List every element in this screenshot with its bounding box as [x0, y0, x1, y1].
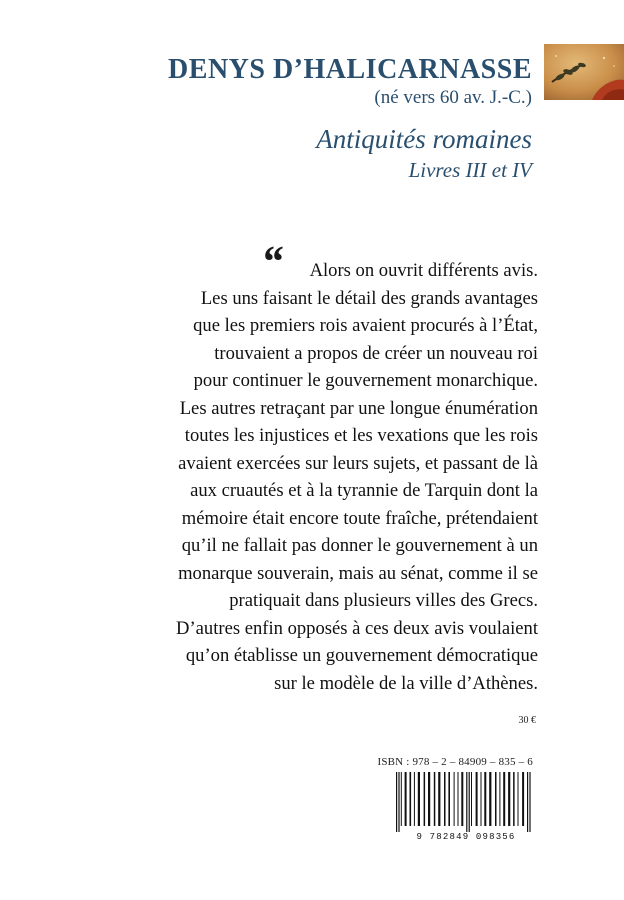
opening-quote-mark: “	[261, 237, 283, 286]
price: 30 €	[518, 715, 536, 726]
barcode-bar	[476, 772, 478, 826]
barcode-bar	[471, 772, 472, 826]
barcode-bar	[503, 772, 505, 826]
barcode-bar	[454, 772, 455, 826]
barcode-bar	[458, 772, 459, 826]
barcode-bar	[495, 772, 497, 826]
barcode-bar	[401, 772, 402, 826]
barcode-digits: 9 782849 098356	[416, 832, 516, 841]
quote-line: qu’on établisse un gouvernement démocratique	[185, 645, 538, 666]
barcode-bar	[434, 772, 436, 826]
barcode-bar	[418, 772, 420, 826]
barcode-bar	[527, 772, 528, 832]
barcode-bar	[424, 772, 426, 826]
quote-line: monarque souverain, mais au sénat, comme il se	[178, 562, 538, 584]
barcode-bar	[448, 772, 450, 826]
barcode-bar	[499, 772, 500, 826]
quote-line: mémoire était encore toute fraîche, prétendaient	[181, 507, 538, 529]
barcode-bar	[469, 772, 470, 832]
barcode-bar	[518, 772, 519, 826]
quote-line: que les premiers rois avaient procurés à l’État,	[193, 315, 538, 336]
barcode-bar	[444, 772, 446, 826]
barcode	[392, 771, 540, 841]
quote-line: sur le modèle de la ville d’Athènes.	[274, 672, 538, 694]
barcode-bar	[428, 772, 430, 826]
quote-line: avaient exercées sur leurs sujets, et passant de là	[178, 452, 538, 474]
isbn: ISBN : 978 – 2 – 84909 – 835 – 6	[377, 756, 533, 768]
barcode-bar	[522, 772, 524, 826]
barcode-bar	[466, 772, 467, 832]
quote-line: pratiquait dans plusieurs villes des Grecs.	[229, 590, 538, 611]
barcode-bar	[508, 772, 510, 826]
quote-line: qu’il ne fallait pas donner le gouvernement à un	[181, 535, 538, 556]
author-name: DENYS D’HALICARNASSE	[168, 54, 532, 85]
barcode-bar	[513, 772, 515, 826]
barcode-graphic	[392, 771, 540, 841]
barcode-bar	[461, 772, 463, 826]
quote-block	[78, 257, 538, 697]
barcode-bar	[489, 772, 491, 826]
cover-painting-thumbnail	[544, 44, 624, 100]
quote-line: Les autres retraçant par une longue énumération	[179, 397, 538, 419]
work-title: Antiquités romaines	[316, 124, 532, 154]
barcode-bar	[405, 772, 407, 826]
barcode-bar	[529, 772, 530, 832]
barcode-bar	[396, 772, 397, 832]
barcode-bar	[484, 772, 486, 826]
quote-line: D’autres enfin opposés à ces deux avis voulaient	[176, 617, 538, 639]
quote-line: trouvaient a propos de créer un nouveau roi	[214, 342, 538, 364]
author-dates: (né vers 60 av. J.-C.)	[374, 87, 532, 108]
quote-line: toutes les injustices et les vexations que les rois	[184, 425, 538, 446]
barcode-bar	[438, 772, 440, 826]
quote-line: aux cruautés et à la tyrannie de Tarquin dont la	[190, 480, 538, 501]
quote-line: Alors on ouvrit différents avis.	[309, 260, 538, 281]
barcode-bar	[481, 772, 482, 826]
work-books: Livres III et IV	[408, 158, 532, 182]
barcode-bar	[414, 772, 415, 826]
quote-line: Les uns faisant le détail des grands avantages	[200, 287, 538, 309]
quote-line: pour continuer le gouvernement monarchique.	[193, 370, 538, 391]
barcode-bar	[398, 772, 399, 832]
barcode-bar	[410, 772, 412, 826]
